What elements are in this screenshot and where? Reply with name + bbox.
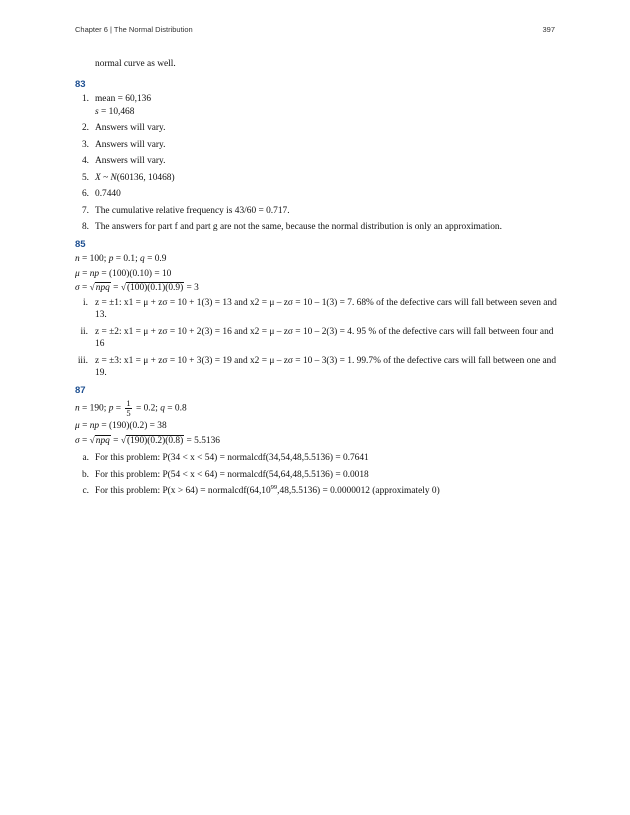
section-87-list <box>75 452 557 498</box>
section-83-title: 83 <box>75 78 86 90</box>
list-item: i. z = ±1: x1 = μ + zσ = 10 + 1(3) = 13 and x2 = μ – zσ = 10 – 1(3) = 7. 68% of the defective cars will fall between seven and 13. <box>83 297 557 320</box>
list-item: 1. mean = 60,136 s = 10,468 <box>75 93 557 118</box>
list-item: a. For this problem: P(34 < x < 54) = normalcdf(34,54,48,5.5136) = 0.7641 <box>82 453 369 463</box>
page-content <box>75 58 557 502</box>
mean-value: mean = 60,136 <box>95 94 152 104</box>
sqrt-expression: √npq <box>89 435 110 446</box>
mean-line: μ = np = (100)(0.10) = 10 <box>75 268 172 279</box>
list-item: 6. 0.7440 <box>81 189 121 199</box>
list-item: 3. Answers will vary. <box>81 139 166 150</box>
sigma-line: σ = √npq = √(190)(0.2)(0.8) = 5.5136 <box>75 435 220 446</box>
sd-value: s = 10,468 <box>95 106 135 117</box>
list-item: b. For this problem: P(54 < x < 64) = normalcdf(54,64,48,5.5136) = 0.0018 <box>81 469 369 480</box>
section-85-title: 85 <box>75 238 86 250</box>
section-83-list <box>75 93 557 234</box>
list-item: 8. The answers for part f and part g are not the same, because the normal distribution is only an approximation. <box>81 222 502 232</box>
sqrt-expression: √npq <box>89 283 110 293</box>
list-item: 2. Answers will vary. <box>81 123 166 133</box>
intro-text: normal curve as well. <box>95 59 176 69</box>
list-item: iii. z = ±3: x1 = μ + zσ = 10 + 3(3) = 19 and x2 = μ – zσ = 10 – 3(3) = 1. 99.7% of the defective cars will fall between one and 19. <box>77 355 557 378</box>
section-87-title: 87 <box>75 384 86 396</box>
list-item: c. For this problem: $P(x > 64) = normalcdf(64,10^{99},48,5.5136) = 0.0000012$ (approximately 0) <box>82 484 440 496</box>
sqrt-expression: √(190)(0.2)(0.8) <box>120 435 184 446</box>
list-item: 4. Answers will vary. <box>81 156 166 166</box>
fraction: $\frac{1}{5}$ <box>126 398 131 418</box>
sqrt-expression: √(100)(0.1)(0.9) <box>120 283 184 293</box>
section-85-list <box>75 297 557 380</box>
page-number: 397 <box>542 25 555 34</box>
chapter-title: Chapter 6 | The Normal Distribution <box>75 25 193 34</box>
list-item: 5. X ~ N(60136, 10468) <box>81 172 175 183</box>
params-line: n = 100; p = 0.1; q = 0.9 <box>75 254 167 264</box>
params-line: n = 190; p = $\frac{1}{5}$ = 0.2; q = 0.8 <box>75 398 187 418</box>
mean-line: μ = np = (190)(0.2) = 38 <box>75 421 167 431</box>
list-item: ii. z = ±2: x1 = μ + zσ = 10 + 2(3) = 16 and x2 = μ – zσ = 10 – 2(3) = 4. 95 % of the defective cars will fall between four and 16 <box>80 326 554 349</box>
list-item: 7. The cumulative relative frequency is 43/60 = 0.717. <box>81 205 290 216</box>
page-header <box>75 25 555 39</box>
sigma-line: σ = √npq = √(100)(0.1)(0.9) = 3 <box>75 283 199 293</box>
